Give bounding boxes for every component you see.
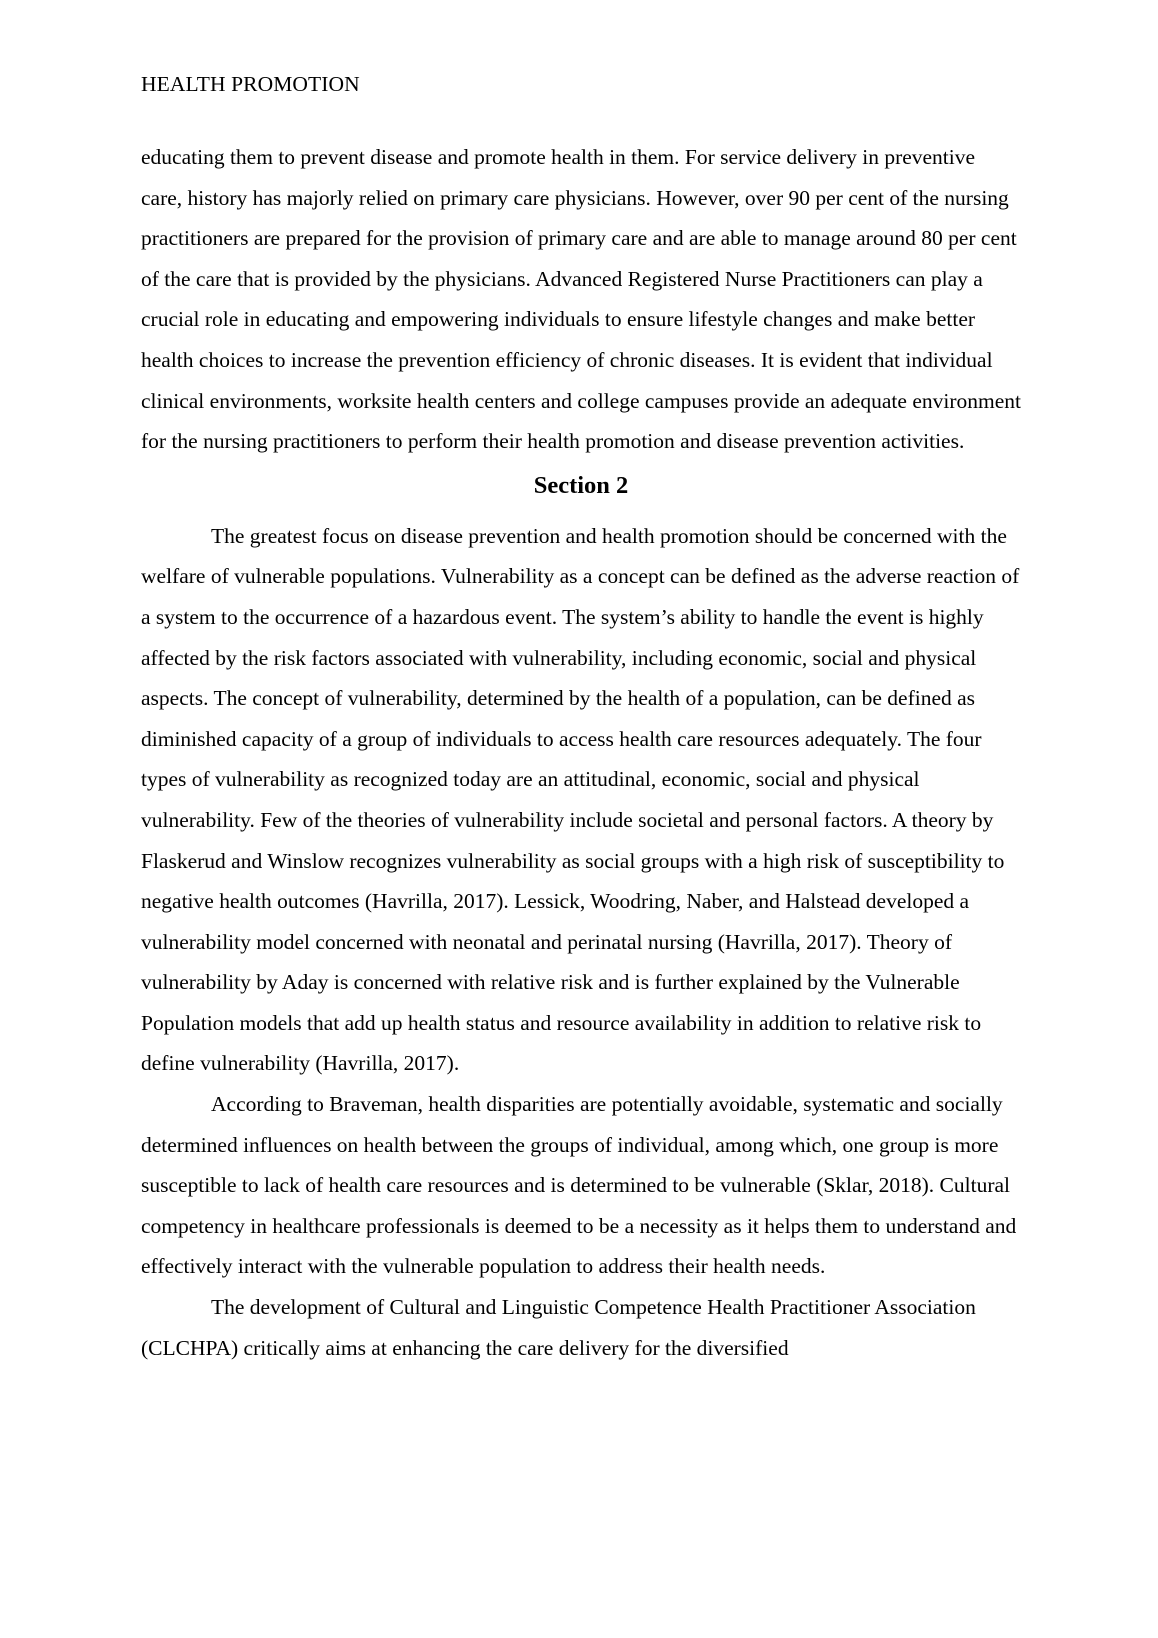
running-head: HEALTH PROMOTION xyxy=(141,72,360,96)
paragraph-continuation: educating them to prevent disease and promote health in them. For service delivery in preventive care, history has majorly relied on primary care physicians. However, over 90 per cent of the nursing practitioners are prepared for the provision of primary care and are able to manage around 80 per cent of the care that is provided by the physicians. Advanced Registered Nurse Practitioners can play a crucial role in educating and empowering individuals to ensure lifestyle changes and make better health choices to increase the prevention efficiency of chronic diseases. It is evident that individual clinical environments, worksite health centers and college campuses provide an adequate environment for the nursing practitioners to perform their health promotion and disease prevention activities. xyxy=(141,145,1021,454)
document-body xyxy=(141,137,1021,1368)
paragraph-health-disparities: According to Braveman, health disparities are potentially avoidable, systematic and socially determined influences on health between the groups of individual, among which, one group is more susceptible to lack of health care resources and is determined to be vulnerable (Sklar, 2018). Cultural competency in healthcare professionals is deemed to be a necessity as it helps them to understand and effectively interact with the vulnerable population to address their health needs. xyxy=(141,1092,1017,1279)
paragraph-clchpa: The development of Cultural and Linguistic Competence Health Practitioner Association (CLCHPA) critically aims at enhancing the care delivery for the diversified xyxy=(141,1295,976,1360)
paragraph-vulnerability: The greatest focus on disease prevention and health promotion should be concerned with the welfare of vulnerable populations. Vulnerability as a concept can be defined as the adverse reaction of a system to the occurrence of a hazardous event. The system’s ability to handle the event is highly affected by the risk factors associated with vulnerability, including economic, social and physical aspects. The concept of vulnerability, determined by the health of a population, can be defined as diminished capacity of a group of individuals to access health care resources adequately. The four types of vulnerability as recognized today are an attitudinal, economic, social and physical vulnerability. Few of the theories of vulnerability include societal and personal factors. A theory by Flaskerud and Winslow recognizes vulnerability as social groups with a high risk of susceptibility to negative health outcomes (Havrilla, 2017). Lessick, Woodring, Naber, and Halstead developed a vulnerability model concerned with neonatal and perinatal nursing (Havrilla, 2017). Theory of vulnerability by Aday is concerned with relative risk and is further explained by the Vulnerable Population models that add up health status and resource availability in addition to relative risk to define vulnerability (Havrilla, 2017). xyxy=(141,523,1020,1076)
section-heading: Section 2 xyxy=(533,471,629,499)
